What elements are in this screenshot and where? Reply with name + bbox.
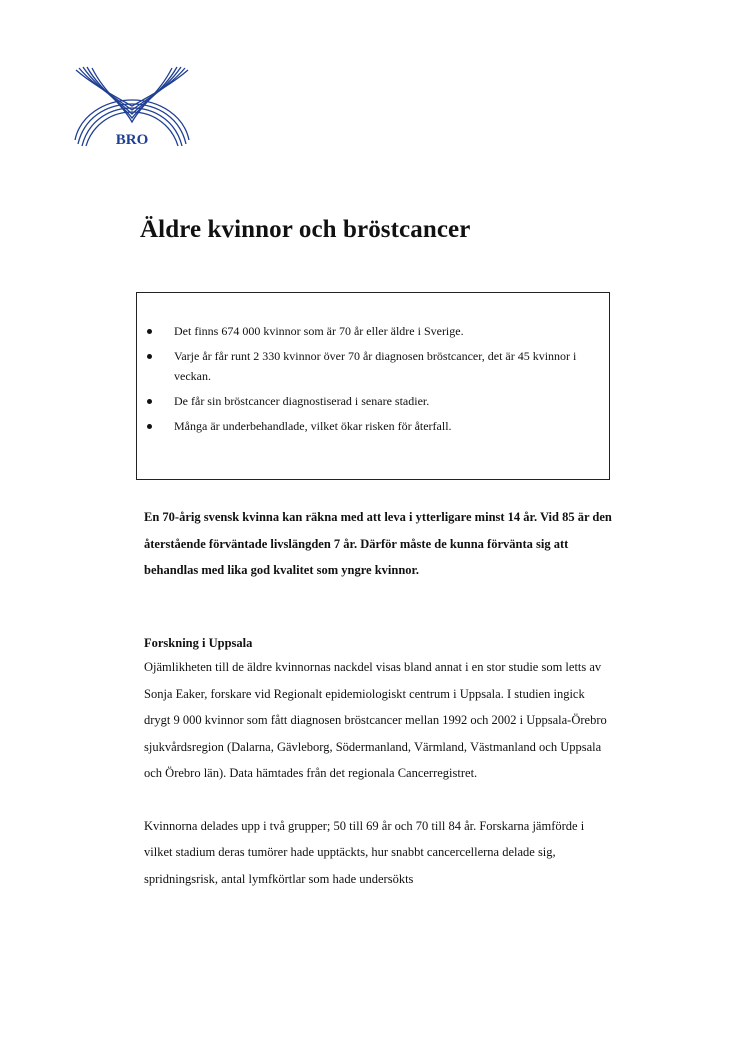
section-paragraph: Kvinnorna delades upp i två grupper; 50 till 69 år och 70 till 84 år. Forskarna jämförde i vilket stadium deras tumörer hade upptäckts, hur snabbt cancercellerna delade sig, spridningsrisk, antal lymfkörtlar som hade undersökts bbox=[144, 818, 585, 886]
fact-text: Många är underbehandlade, vilket ökar risken för återfall. bbox=[174, 419, 452, 433]
fact-item bbox=[147, 391, 601, 411]
bullet-icon bbox=[147, 424, 152, 429]
lead-paragraph: En 70-årig svensk kvinna kan räkna med att leva i ytterligare minst 14 år. Vid 85 är den återstående förväntade livslängden 7 år. Därför måste de kunna förvänta sig att behandlas med lika god kvalitet som yngre kvinnor. bbox=[144, 510, 612, 577]
section-heading: Forskning i Uppsala bbox=[144, 636, 253, 650]
fact-list bbox=[147, 321, 601, 441]
fact-box bbox=[136, 292, 610, 480]
fact-item bbox=[147, 416, 601, 436]
fact-item bbox=[147, 346, 601, 386]
research-section bbox=[144, 632, 614, 892]
page-title: Äldre kvinnor och bröstcancer bbox=[140, 216, 471, 243]
bro-logo-mark-icon bbox=[74, 66, 190, 148]
bullet-icon bbox=[147, 354, 152, 359]
bro-logo bbox=[74, 66, 190, 148]
fact-text: De får sin bröstcancer diagnostiserad i senare stadier. bbox=[174, 394, 430, 408]
fact-text: Varje år får runt 2 330 kvinnor över 70 år diagnosen bröstcancer, det är 45 kvinnor i veckan. bbox=[174, 349, 577, 383]
fact-item bbox=[147, 321, 601, 341]
fact-text: Det finns 674 000 kvinnor som är 70 år eller äldre i Sverige. bbox=[174, 324, 464, 338]
logo-text: BRO bbox=[115, 132, 149, 148]
section-paragraph: Ojämlikheten till de äldre kvinnornas nackdel visas bland annat i en stor studie som letts av Sonja Eaker, forskare vid Regionalt epidemiologiskt centrum i Uppsala. I studien ingick drygt 9 000 kvinnor som fått diagnosen bröstcancer mellan 1992 och 2002 i Uppsala-Örebro sjukvårdsregion (Dalarna, Gävleborg, Södermanland, Värmland, Västmanland och Uppsala och Örebro län). Data hämtades från det regionala Cancerregistret. bbox=[144, 660, 607, 780]
bullet-icon bbox=[147, 399, 152, 404]
bullet-icon bbox=[147, 329, 152, 334]
